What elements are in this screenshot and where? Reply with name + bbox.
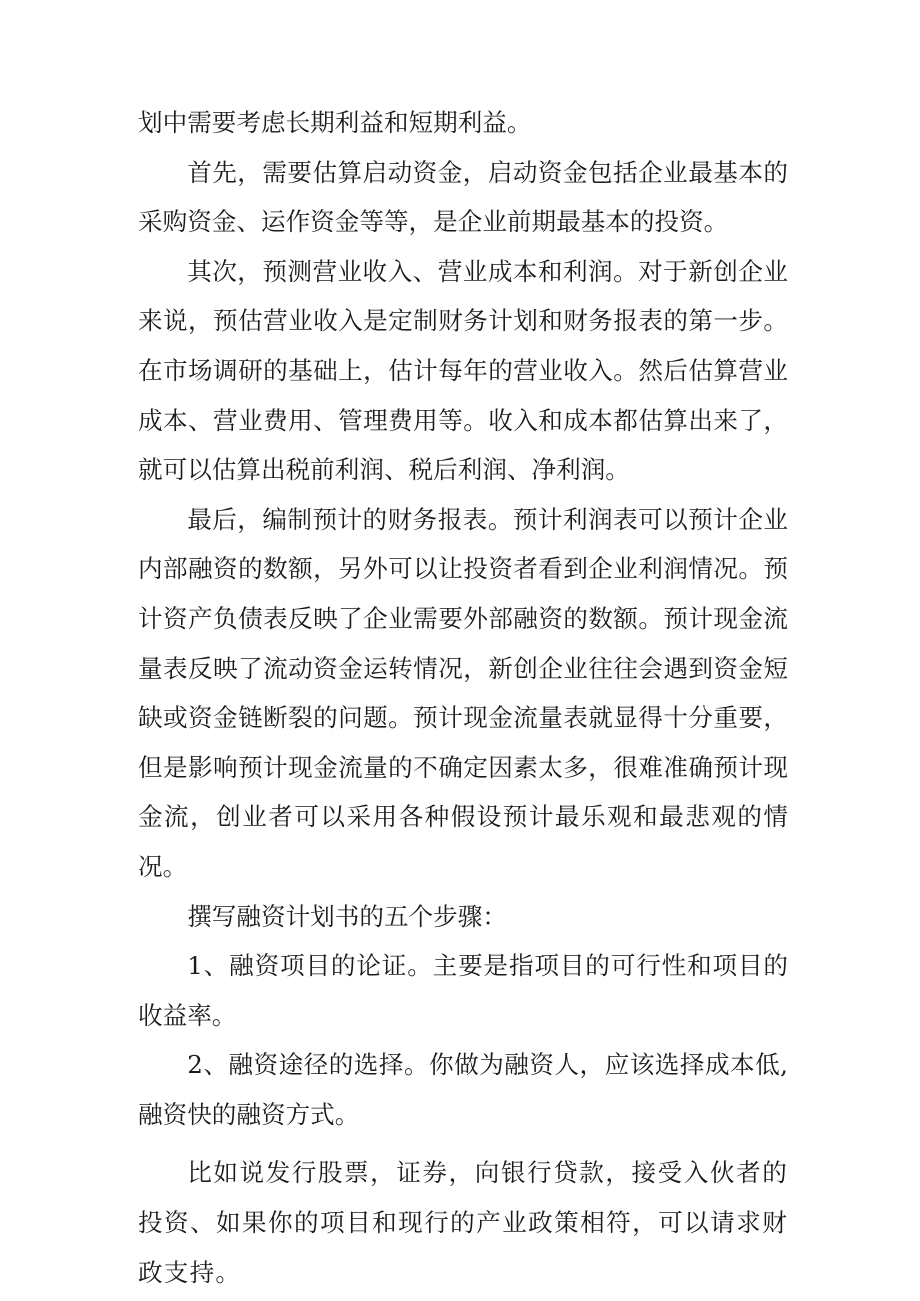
- paragraph-five-steps-heading: 撰写融资计划书的五个步骤：: [187, 901, 507, 931]
- paragraph-startup-funds: 首先，需要估算启动资金，启动资金包括企业最基本的采购资金、运作资金等等，是企业前期最基本的投资。: [138, 157, 788, 237]
- paragraph-continuation: 划中需要考虑长期利益和短期利益。: [138, 108, 532, 137]
- paragraph-financing-examples: 比如说发行股票，证券，向银行贷款，接受入伙者的投资、如果你的项目和现行的产业政策相符，可以请求财政支持。: [138, 1158, 788, 1287]
- paragraph-revenue-forecast: 其次，预测营业收入、营业成本和利润。对于新创企业来说，预估营业收入是定制财务计划和财务报表的第一步。在市场调研的基础上，估计每年的营业收入。然后估算营业成本、营业费用、管理费用等。收入和成本都估算出来了，就可以估算出税前利润、税后利润、净利润。: [138, 256, 788, 485]
- paragraph-step-2: 2、融资途径的选择。你做为融资人，应该选择成本低,融资快的融资方式。: [138, 1050, 788, 1129]
- paragraph-financial-statements: 最后，编制预计的财务报表。预计利润表可以预计企业内部融资的数额，另外可以让投资者看到企业利润情况。预计资产负债表反映了企业需要外部融资的数额。预计现金流量表反映了流动资金运转情况，新创企业往往会遇到资金短缺或资金链断裂的问题。预计现金流量表就显得十分重要，但是影响预计现金流量的不确定因素太多，很难准确预计现金流，创业者可以采用各种假设预计最乐观和最悲观的情况。: [138, 504, 788, 881]
- body-text: [138, 98, 788, 1297]
- paragraph-step-1: 1、融资项目的论证。主要是指项目的可行性和项目的收益率。: [138, 951, 788, 1030]
